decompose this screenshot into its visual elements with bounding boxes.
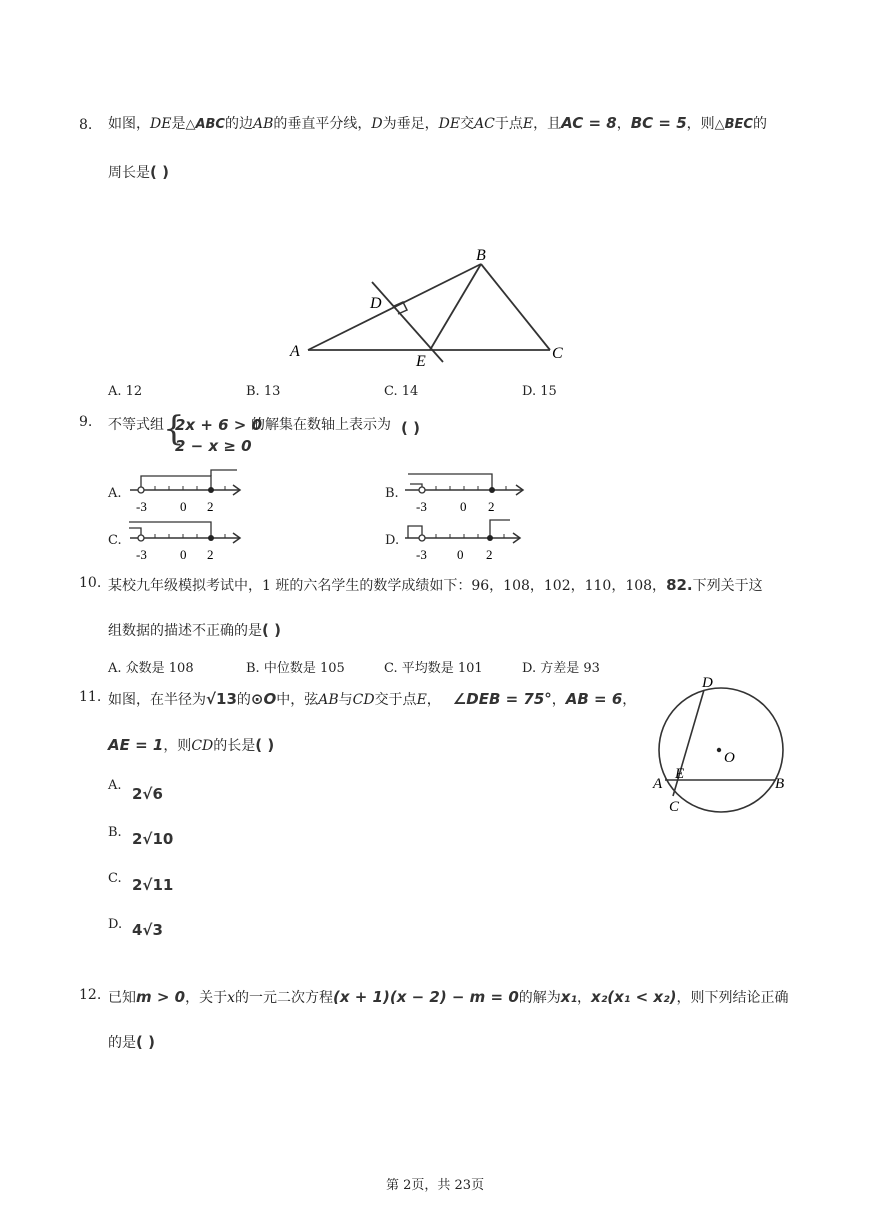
q9-option-c-numberline[interactable] xyxy=(125,514,255,566)
q8-text: ，则 xyxy=(686,116,715,132)
q11-option-a-value[interactable]: 2√6 xyxy=(132,785,163,803)
q8-option-a[interactable]: A. 12 xyxy=(108,384,143,399)
q9-option-b-label[interactable]: B. xyxy=(385,486,399,501)
tick-label: 0 xyxy=(457,547,464,562)
q12-text: 的解为 xyxy=(518,990,561,1006)
q11-text: 交于点 xyxy=(374,692,417,708)
q8-text: 的边 xyxy=(224,116,253,132)
q11-text: 如图，在半径为 xyxy=(108,692,206,708)
tick-label: 0 xyxy=(180,499,187,514)
q11-math-sqrt13: √13 xyxy=(206,690,237,708)
q11-option-a-label[interactable]: A. xyxy=(108,778,122,793)
q8-option-b[interactable]: B. 13 xyxy=(246,384,281,399)
label-d: D xyxy=(702,675,713,691)
q11-math-ab6: AB = 6 xyxy=(565,690,623,708)
q12-stem-line1 xyxy=(108,987,788,1007)
q10-text: 某校九年级模拟考试中，1 班的六名学生的数学成绩如下：96，108，102，110，108， xyxy=(108,578,667,594)
q12-stem-line2 xyxy=(108,1032,155,1052)
q8-text: 交 xyxy=(460,116,475,132)
q11-option-d-label[interactable]: D. xyxy=(108,917,123,932)
q12-math-condition: m > 0 xyxy=(136,988,186,1006)
q9-inequality-1: 2x + 6 > 0 xyxy=(175,416,263,434)
q11-stem-line2 xyxy=(108,735,274,755)
q11-circle-figure xyxy=(645,672,795,817)
q10-number: 10. xyxy=(79,575,102,591)
q12-math-x1: x₁ xyxy=(560,988,578,1006)
q8-option-d[interactable]: D. 15 xyxy=(522,384,557,399)
q11-option-b-value[interactable]: 2√10 xyxy=(132,830,174,848)
tick-label: -3 xyxy=(416,499,427,514)
q10-option-c[interactable]: C. 平均数是 101 xyxy=(384,661,483,676)
q8-math-triangle-bec: △BEC xyxy=(714,117,753,132)
q8-var-e: E xyxy=(522,116,534,132)
q9-option-a-numberline[interactable] xyxy=(125,466,255,518)
q11-option-b-label[interactable]: B. xyxy=(108,825,122,840)
q8-stem-line1 xyxy=(108,113,767,133)
q11-text: 的 xyxy=(236,692,251,708)
q10-stem-line1 xyxy=(108,575,763,595)
q11-text: ， xyxy=(426,692,441,708)
q12-number: 12. xyxy=(79,987,102,1003)
q11-var-cd: CD xyxy=(352,692,375,708)
q8-stem-line2 xyxy=(108,162,169,182)
q8-number: 8. xyxy=(79,117,93,133)
q8-text: ，且 xyxy=(533,116,562,132)
q11-stem-line1 xyxy=(108,689,636,709)
tick-label: 2 xyxy=(488,499,495,514)
tick-label: -3 xyxy=(136,547,147,562)
q9-text: 的解集在数轴上表示为 xyxy=(251,417,391,433)
q9-inequality-2: 2 − x ≥ 0 xyxy=(175,437,252,455)
center-point xyxy=(717,748,721,752)
tick-label: 2 xyxy=(207,547,214,562)
q8-text: 的垂直平分线， xyxy=(273,116,372,132)
q9-brace: { xyxy=(163,409,185,449)
answer-paren: ( ) xyxy=(401,419,420,437)
q12-math-x2: x₂(x₁ < x₂) xyxy=(591,988,677,1006)
q9-option-d-label[interactable]: D. xyxy=(385,533,400,548)
q9-option-d-numberline[interactable] xyxy=(400,514,530,566)
q8-math-bc5: BC = 5 xyxy=(630,114,687,132)
q10-option-a[interactable]: A. 众数是 108 xyxy=(108,661,194,676)
q11-var-e: E xyxy=(416,692,427,708)
q10-text: 组数据的描述不正确的是 xyxy=(108,623,262,639)
q12-var-x: x xyxy=(227,990,235,1006)
q12-text: 已知 xyxy=(108,990,136,1006)
tick-label: -3 xyxy=(416,547,427,562)
q11-var-cd: CD xyxy=(191,738,214,754)
q8-text: 如图， xyxy=(108,116,150,132)
q11-text: ， xyxy=(551,692,566,708)
q8-triangle-figure xyxy=(280,240,580,375)
q9-number: 9. xyxy=(79,414,93,430)
tick-label: 2 xyxy=(486,547,493,562)
q11-math-angle: ∠DEB = 75° xyxy=(452,690,552,708)
label-b: B xyxy=(775,776,785,792)
q8-text: 周长是 xyxy=(108,165,150,181)
q9-option-b-numberline[interactable] xyxy=(400,466,530,518)
q12-text: 的是 xyxy=(108,1035,136,1051)
q12-text: ，关于 xyxy=(185,990,228,1006)
tick-label: 0 xyxy=(180,547,187,562)
q8-text: 是 xyxy=(171,116,186,132)
label-o: O xyxy=(724,750,735,766)
tick-label: -3 xyxy=(136,499,147,514)
q10-option-b[interactable]: B. 中位数是 105 xyxy=(246,661,345,676)
q11-text: ，则 xyxy=(163,738,192,754)
q10-text: 下列关于这 xyxy=(692,578,763,594)
q11-text: 与 xyxy=(338,692,353,708)
q11-option-c-label[interactable]: C. xyxy=(108,871,122,886)
tick-label: 0 xyxy=(460,499,467,514)
q8-var-d: D xyxy=(371,116,383,132)
answer-paren: ( ) xyxy=(136,1033,155,1051)
q8-text: ， xyxy=(616,116,631,132)
label-d: D xyxy=(370,295,382,312)
label-a: A xyxy=(653,776,663,792)
label-e: E xyxy=(675,766,685,782)
q8-var-de: DE xyxy=(438,116,461,132)
q11-var-ab: AB xyxy=(318,692,339,708)
answer-paren: ( ) xyxy=(150,163,169,181)
q11-option-c-value[interactable]: 2√11 xyxy=(132,876,174,894)
q12-text: ，则下列结论正确 xyxy=(676,990,789,1006)
q11-math-ae1: AE = 1 xyxy=(108,736,164,754)
q8-math-triangle-abc: △ABC xyxy=(185,117,225,132)
answer-paren: ( ) xyxy=(255,736,275,754)
q8-var-ac: AC xyxy=(474,116,495,132)
q8-option-c[interactable]: C. 14 xyxy=(384,384,419,399)
q11-text: ， xyxy=(622,692,637,708)
tick-label: 2 xyxy=(207,499,214,514)
q10-option-d[interactable]: D. 方差是 93 xyxy=(522,661,600,676)
label-c: C xyxy=(669,799,680,815)
q10-stem-line2 xyxy=(108,620,281,640)
q8-text: 于点 xyxy=(494,116,523,132)
q11-option-d-value[interactable]: 4√3 xyxy=(132,921,163,939)
q9-option-c-label[interactable]: C. xyxy=(108,533,122,548)
page-footer: 第 2页，共 23页 xyxy=(386,1178,485,1193)
q12-text: ， xyxy=(577,990,592,1006)
answer-paren: ( ) xyxy=(262,621,281,639)
q12-text: 的一元二次方程 xyxy=(235,990,333,1006)
label-e: E xyxy=(416,353,426,370)
segment-bc xyxy=(481,264,550,350)
q12-math-equation: (x + 1)(x − 2) − m = 0 xyxy=(333,988,519,1006)
label-c: C xyxy=(552,345,563,362)
label-b: B xyxy=(476,247,486,264)
q11-math-circle-o: ⊙O xyxy=(250,690,277,708)
q11-text: 的长是 xyxy=(213,738,256,754)
q10-value: 82. xyxy=(666,576,693,594)
q8-var-de: DE xyxy=(150,116,172,132)
label-a: A xyxy=(290,343,300,360)
q8-text: 的 xyxy=(752,116,767,132)
q8-text: 为垂足， xyxy=(382,116,439,132)
q8-var-ab: AB xyxy=(252,116,274,132)
q9-option-a-label[interactable]: A. xyxy=(108,486,122,501)
q11-text: 中，弦 xyxy=(276,692,319,708)
q11-number: 11. xyxy=(79,689,102,705)
q9-text: 不等式组 xyxy=(108,417,164,433)
q8-math-ac8: AC = 8 xyxy=(561,114,617,132)
